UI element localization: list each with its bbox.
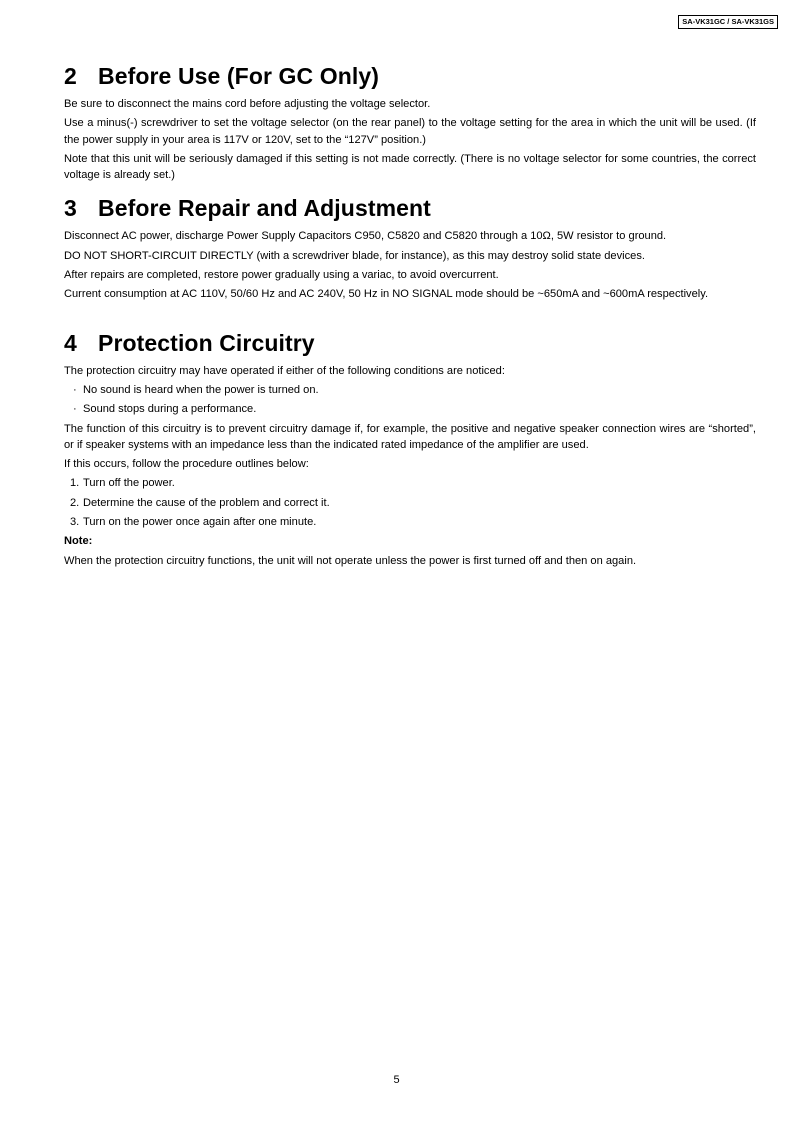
section-4-heading (64, 325, 756, 361)
paragraph: After repairs are completed, restore power gradually using a variac, to avoid overcurrent. (64, 269, 499, 282)
note-text: When the protection circuitry functions, the unit will not operate unless the power is first turned off and then on again. (64, 554, 637, 567)
bullet-symbol: · (73, 403, 77, 416)
paragraph: Current consumption at AC 110V, 50/60 Hz and AC 240V, 50 Hz in NO SIGNAL mode should be ~650mA and ~600mA respectively. (64, 288, 709, 301)
section-4-number: 4 (64, 329, 77, 356)
section-2-body (64, 96, 756, 183)
bullet-text: Sound stops during a performance. (83, 403, 257, 416)
section-4-title: Protection Circuitry (98, 329, 315, 356)
section-2-title: Before Use (For GC Only) (98, 63, 379, 89)
step-number: 1. (70, 477, 80, 490)
section-3-heading (64, 190, 756, 226)
section-3-title: Before Repair and Adjustment (98, 195, 431, 222)
bullet-text: No sound is heard when the power is turned on. (83, 383, 319, 396)
paragraph: If this occurs, follow the procedure outlines below: (64, 458, 309, 471)
page-number: 5 (393, 1074, 400, 1086)
paragraph: The protection circuitry may have operated if either of the following conditions are noticed: (64, 364, 505, 377)
section-2-number: 2 (64, 63, 77, 89)
note-label: Note: (64, 535, 93, 548)
paragraph: Use a minus(-) screwdriver to set the voltage selector (on the rear panel) to the voltage setting for the area in which the unit will be used. (If the power supply in your area is 117V or 120V, set to the “127V” position.) (64, 117, 756, 146)
paragraph: Disconnect AC power, discharge Power Supply Capacitors C950, C5820 and C5820 through a 10Ω, 5W resistor to ground. (64, 230, 667, 243)
step-text: Turn off the power. (83, 477, 175, 490)
procedure-step (64, 475, 756, 491)
section-3-number: 3 (64, 195, 77, 222)
paragraph: Be sure to disconnect the mains cord before adjusting the voltage selector. (64, 98, 431, 110)
section-2-heading (64, 58, 756, 94)
step-number: 3. (70, 516, 80, 529)
step-text: Determine the cause of the problem and correct it. (83, 496, 330, 509)
procedure-step (64, 514, 756, 530)
bullet-item (64, 382, 756, 398)
paragraph: The function of this circuitry is to prevent circuitry damage if, for example, the positive and negative speaker connection wires are “shorted”, or if speaker systems with an impedance less than the indicated rated impedance of the amplifier are used. (64, 422, 756, 451)
bullet-symbol: · (73, 383, 77, 396)
section-3-body (64, 228, 756, 302)
document-body (64, 58, 756, 572)
paragraph: DO NOT SHORT-CIRCUIT DIRECTLY (with a screwdriver blade, for instance), as this may destroy solid state devices. (64, 249, 645, 262)
model-number-label: SA-VK31GC / SA-VK31GS (678, 15, 778, 29)
procedure-step (64, 495, 756, 511)
step-text: Turn on the power once again after one minute. (83, 516, 317, 529)
section-4-body (64, 363, 756, 569)
paragraph: Note that this unit will be seriously damaged if this setting is not made correctly. (There is no voltage selector for some countries, the correct voltage is already set.) (64, 152, 756, 182)
step-number: 2. (70, 496, 80, 509)
bullet-item (64, 401, 756, 417)
